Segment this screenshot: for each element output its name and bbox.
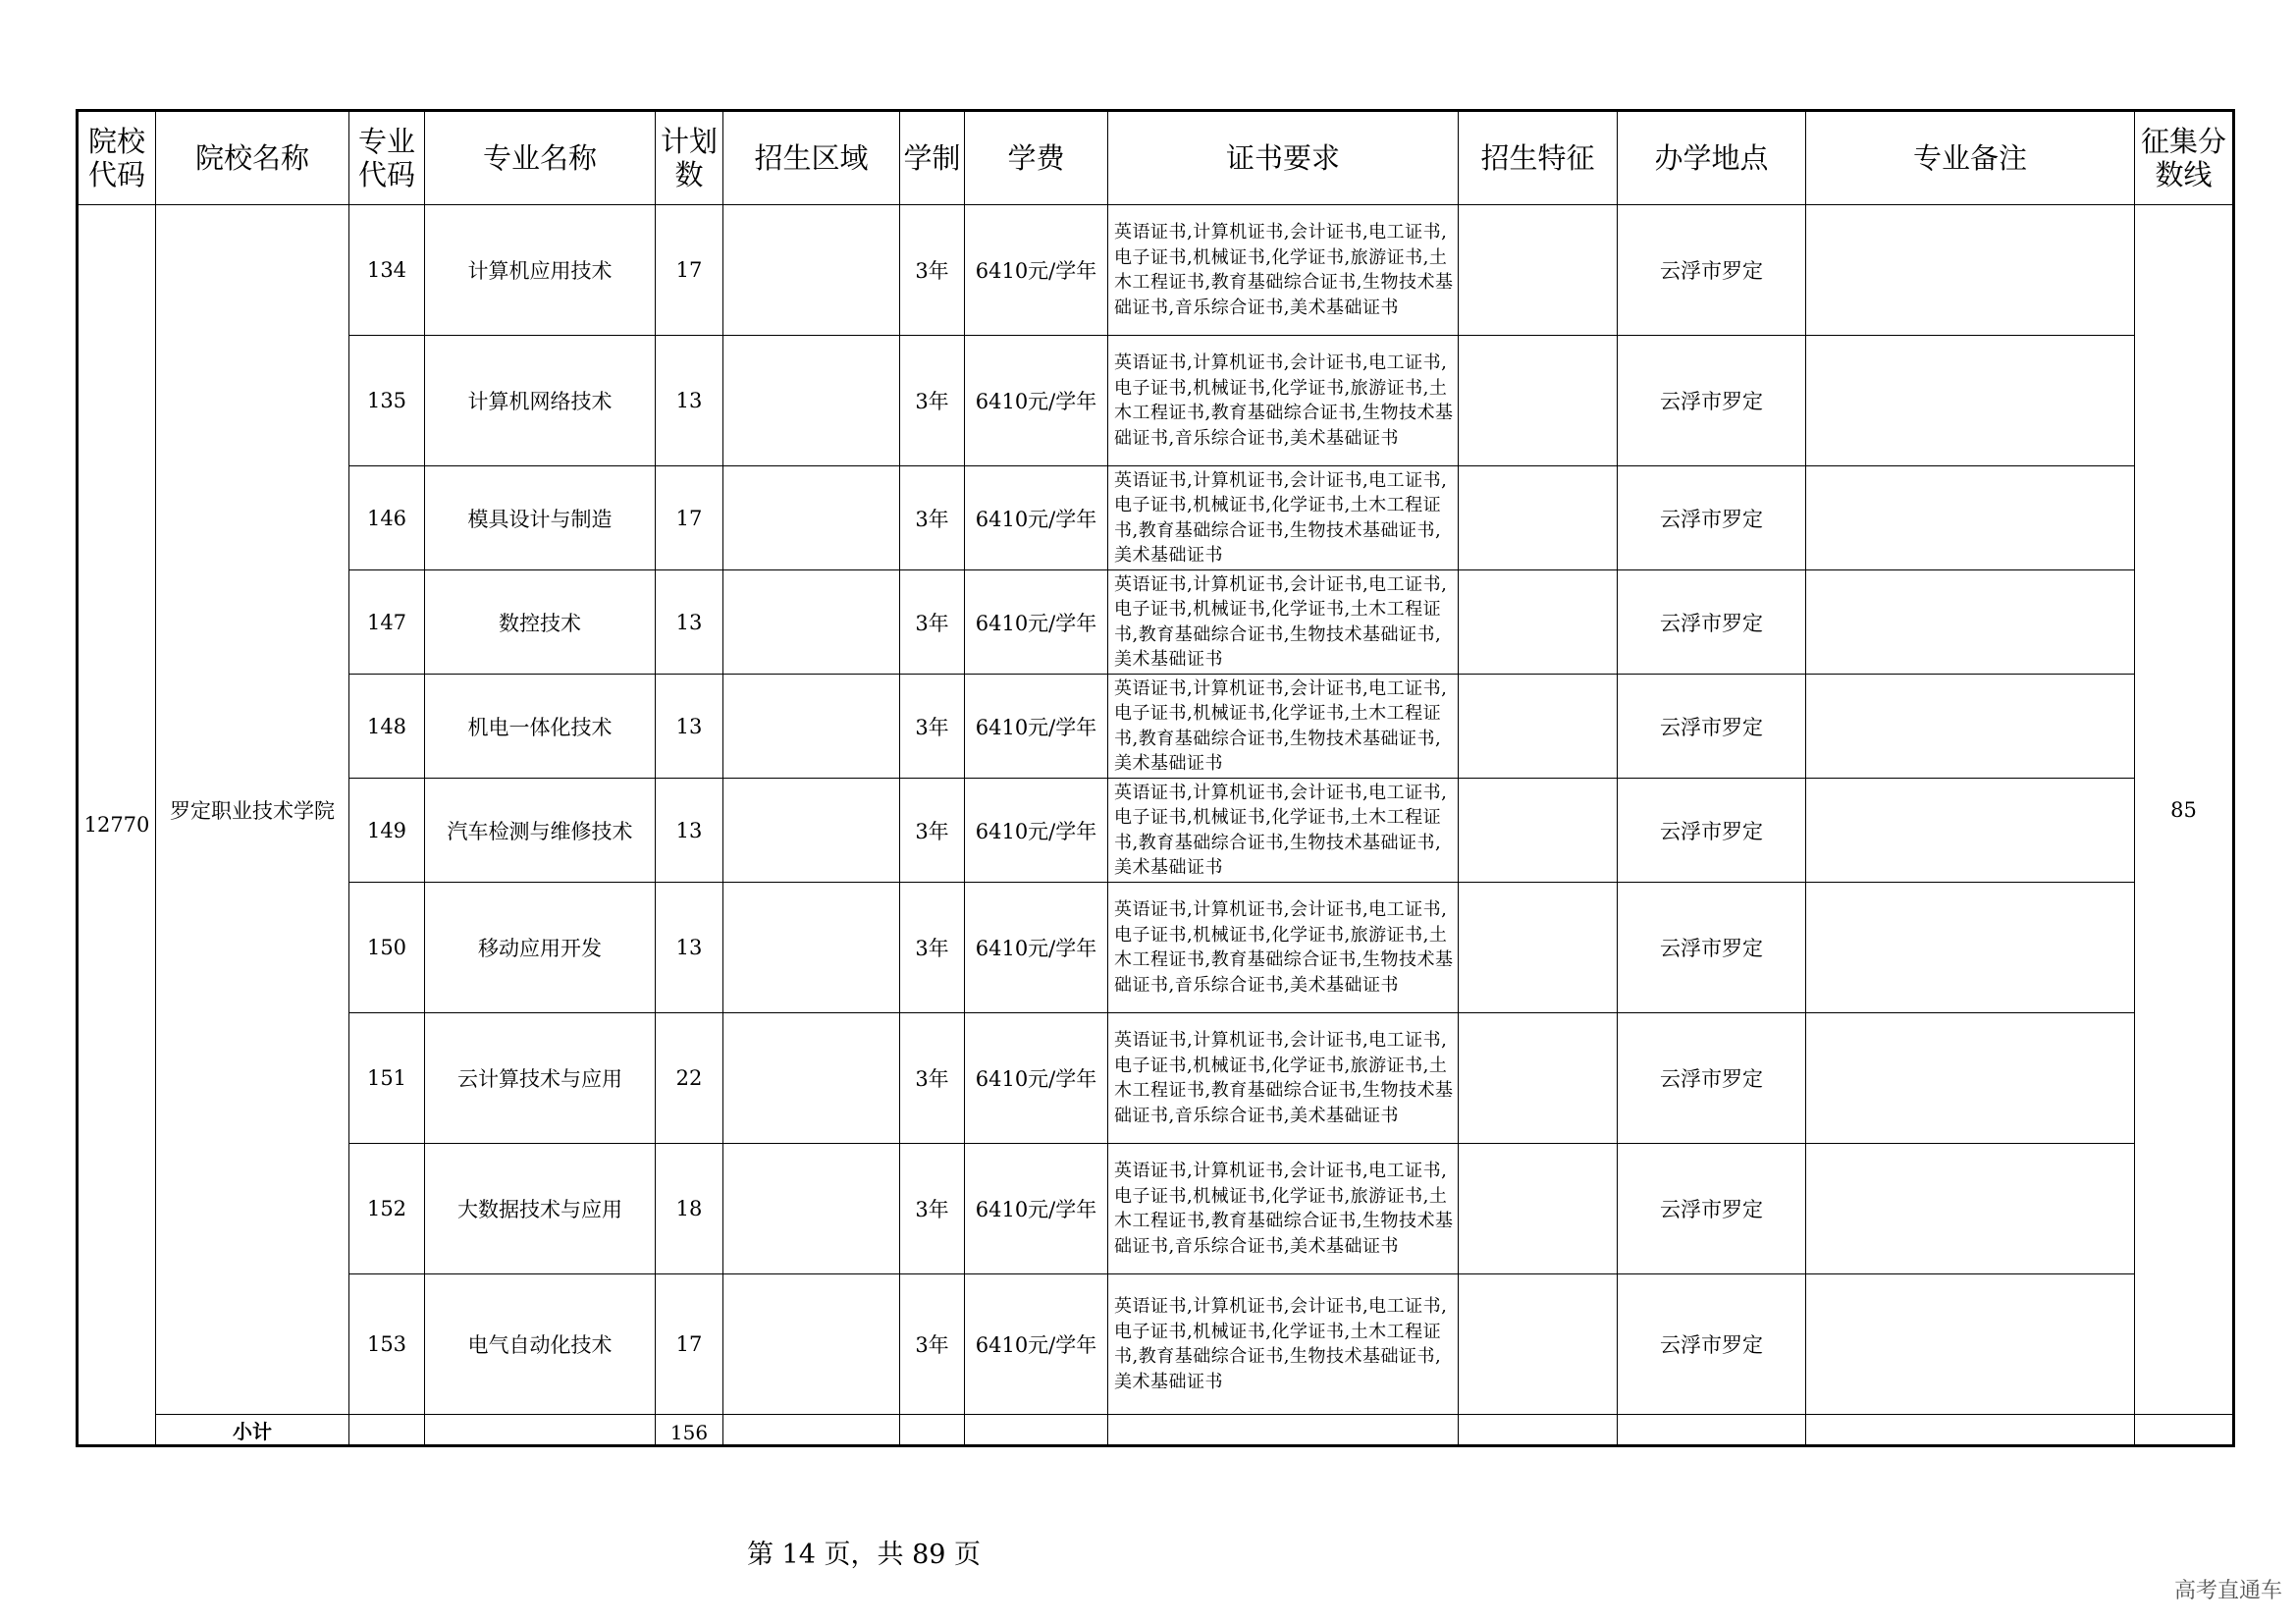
admission-table-container (76, 109, 2235, 1447)
feature-cell (1459, 570, 1618, 675)
duration-cell: 3年 (900, 336, 965, 466)
remark-cell (1806, 570, 2135, 675)
plan-cell: 13 (656, 570, 723, 675)
duration-cell: 3年 (900, 466, 965, 570)
plan-cell: 17 (656, 466, 723, 570)
feature-cell (1459, 779, 1618, 883)
header-row (78, 111, 2234, 205)
location-cell: 云浮市罗定 (1618, 1144, 1806, 1274)
major-code-cell: 151 (349, 1013, 425, 1144)
header-score: 征集分数线 (2135, 111, 2234, 205)
region-cell (723, 883, 900, 1013)
cert-cell: 英语证书,计算机证书,会计证书,电工证书,电子证书,机械证书,化学证书,旅游证书,土木工程证书,教育基础综合证书,生物技术基础证书,音乐综合证书,美术基础证书 (1108, 883, 1459, 1013)
region-cell (723, 570, 900, 675)
header-cert: 证书要求 (1108, 111, 1459, 205)
plan-cell: 17 (656, 205, 723, 336)
major-name-cell: 云计算技术与应用 (425, 1013, 656, 1144)
plan-cell: 18 (656, 1144, 723, 1274)
region-cell (723, 336, 900, 466)
major-code-cell: 147 (349, 570, 425, 675)
remark-cell (1806, 1274, 2135, 1415)
cert-cell: 英语证书,计算机证书,会计证书,电工证书,电子证书,机械证书,化学证书,土木工程证书,教育基础综合证书,生物技术基础证书,美术基础证书 (1108, 570, 1459, 675)
feature-cell (1459, 1274, 1618, 1415)
tuition-cell: 6410元/学年 (965, 336, 1108, 466)
remark-cell (1806, 779, 2135, 883)
location-cell: 云浮市罗定 (1618, 883, 1806, 1013)
feature-cell (1459, 883, 1618, 1013)
subtotal-empty-cell (1459, 1415, 1618, 1446)
cert-cell: 英语证书,计算机证书,会计证书,电工证书,电子证书,机械证书,化学证书,旅游证书,土木工程证书,教育基础综合证书,生物技术基础证书,音乐综合证书,美术基础证书 (1108, 1013, 1459, 1144)
subtotal-empty-cell (2135, 1415, 2234, 1446)
table-row (78, 1013, 2234, 1144)
region-cell (723, 205, 900, 336)
subtotal-empty-cell (965, 1415, 1108, 1446)
cert-cell: 英语证书,计算机证书,会计证书,电工证书,电子证书,机械证书,化学证书,土木工程证书,教育基础综合证书,生物技术基础证书,美术基础证书 (1108, 675, 1459, 779)
feature-cell (1459, 205, 1618, 336)
region-cell (723, 1144, 900, 1274)
major-code-cell: 134 (349, 205, 425, 336)
major-name-cell: 机电一体化技术 (425, 675, 656, 779)
table-row (78, 675, 2234, 779)
cert-cell: 英语证书,计算机证书,会计证书,电工证书,电子证书,机械证书,化学证书,土木工程证书,教育基础综合证书,生物技术基础证书,美术基础证书 (1108, 779, 1459, 883)
plan-cell: 13 (656, 883, 723, 1013)
cert-cell: 英语证书,计算机证书,会计证书,电工证书,电子证书,机械证书,化学证书,旅游证书,土木工程证书,教育基础综合证书,生物技术基础证书,音乐综合证书,美术基础证书 (1108, 1144, 1459, 1274)
tuition-cell: 6410元/学年 (965, 1013, 1108, 1144)
table-row (78, 1274, 2234, 1415)
region-cell (723, 1274, 900, 1415)
tuition-cell: 6410元/学年 (965, 466, 1108, 570)
location-cell: 云浮市罗定 (1618, 779, 1806, 883)
header-duration: 学制 (900, 111, 965, 205)
table-row (78, 466, 2234, 570)
duration-cell: 3年 (900, 570, 965, 675)
major-code-cell: 148 (349, 675, 425, 779)
major-name-cell: 计算机网络技术 (425, 336, 656, 466)
table-row (78, 883, 2234, 1013)
cert-cell: 英语证书,计算机证书,会计证书,电工证书,电子证书,机械证书,化学证书,旅游证书,土木工程证书,教育基础综合证书,生物技术基础证书,音乐综合证书,美术基础证书 (1108, 336, 1459, 466)
table-row (78, 570, 2234, 675)
plan-cell: 22 (656, 1013, 723, 1144)
region-cell (723, 779, 900, 883)
tuition-cell: 6410元/学年 (965, 570, 1108, 675)
header-feature: 招生特征 (1459, 111, 1618, 205)
remark-cell (1806, 1013, 2135, 1144)
subtotal-empty-cell (1108, 1415, 1459, 1446)
duration-cell: 3年 (900, 205, 965, 336)
feature-cell (1459, 675, 1618, 779)
major-name-cell: 计算机应用技术 (425, 205, 656, 336)
major-code-cell: 150 (349, 883, 425, 1013)
cert-cell: 英语证书,计算机证书,会计证书,电工证书,电子证书,机械证书,化学证书,土木工程证书,教育基础综合证书,生物技术基础证书,美术基础证书 (1108, 466, 1459, 570)
table-row (78, 1144, 2234, 1274)
header-school-code: 院校代码 (78, 111, 156, 205)
remark-cell (1806, 1144, 2135, 1274)
cert-cell: 英语证书,计算机证书,会计证书,电工证书,电子证书,机械证书,化学证书,土木工程证书,教育基础综合证书,生物技术基础证书,美术基础证书 (1108, 1274, 1459, 1415)
feature-cell (1459, 466, 1618, 570)
tuition-cell: 6410元/学年 (965, 1274, 1108, 1415)
location-cell: 云浮市罗定 (1618, 466, 1806, 570)
region-cell (723, 1013, 900, 1144)
duration-cell: 3年 (900, 1144, 965, 1274)
region-cell (723, 675, 900, 779)
page-footer: 第 14 页，共 89 页 (746, 1540, 982, 1570)
major-code-cell: 149 (349, 779, 425, 883)
admission-table (76, 109, 2235, 1447)
remark-cell (1806, 205, 2135, 336)
subtotal-empty-cell (1806, 1415, 2135, 1446)
subtotal-row (78, 1415, 2234, 1446)
duration-cell: 3年 (900, 1013, 965, 1144)
subtotal-empty-cell (349, 1415, 425, 1446)
table-row (78, 336, 2234, 466)
tuition-cell: 6410元/学年 (965, 1144, 1108, 1274)
plan-cell: 13 (656, 675, 723, 779)
subtotal-label: 小计 (156, 1415, 349, 1446)
score-cell: 85 (2135, 205, 2234, 1415)
subtotal-plan: 156 (656, 1415, 723, 1446)
header-school-name: 院校名称 (156, 111, 349, 205)
tuition-cell: 6410元/学年 (965, 675, 1108, 779)
header-plan: 计划数 (656, 111, 723, 205)
major-code-cell: 152 (349, 1144, 425, 1274)
subtotal-empty-cell (1618, 1415, 1806, 1446)
subtotal-empty-cell (723, 1415, 900, 1446)
subtotal-empty-cell (900, 1415, 965, 1446)
cert-cell: 英语证书,计算机证书,会计证书,电工证书,电子证书,机械证书,化学证书,旅游证书,土木工程证书,教育基础综合证书,生物技术基础证书,音乐综合证书,美术基础证书 (1108, 205, 1459, 336)
major-name-cell: 大数据技术与应用 (425, 1144, 656, 1274)
major-name-cell: 模具设计与制造 (425, 466, 656, 570)
feature-cell (1459, 1013, 1618, 1144)
subtotal-empty-cell (425, 1415, 656, 1446)
header-major-code: 专业代码 (349, 111, 425, 205)
tuition-cell: 6410元/学年 (965, 205, 1108, 336)
feature-cell (1459, 336, 1618, 466)
table-row (78, 205, 2234, 336)
tuition-cell: 6410元/学年 (965, 883, 1108, 1013)
table-row (78, 779, 2234, 883)
duration-cell: 3年 (900, 779, 965, 883)
remark-cell (1806, 336, 2135, 466)
duration-cell: 3年 (900, 1274, 965, 1415)
location-cell: 云浮市罗定 (1618, 570, 1806, 675)
plan-cell: 17 (656, 1274, 723, 1415)
location-cell: 云浮市罗定 (1618, 675, 1806, 779)
location-cell: 云浮市罗定 (1618, 1013, 1806, 1144)
header-major-name: 专业名称 (425, 111, 656, 205)
major-name-cell: 汽车检测与维修技术 (425, 779, 656, 883)
major-code-cell: 153 (349, 1274, 425, 1415)
school-name-cell: 罗定职业技术学院 (156, 205, 349, 1415)
remark-cell (1806, 883, 2135, 1013)
school-code-cell: 12770 (78, 205, 156, 1446)
feature-cell (1459, 1144, 1618, 1274)
remark-cell (1806, 675, 2135, 779)
duration-cell: 3年 (900, 675, 965, 779)
plan-cell: 13 (656, 779, 723, 883)
header-tuition: 学费 (965, 111, 1108, 205)
tuition-cell: 6410元/学年 (965, 779, 1108, 883)
remark-cell (1806, 466, 2135, 570)
major-code-cell: 135 (349, 336, 425, 466)
plan-cell: 13 (656, 336, 723, 466)
location-cell: 云浮市罗定 (1618, 1274, 1806, 1415)
header-location: 办学地点 (1618, 111, 1806, 205)
major-name-cell: 数控技术 (425, 570, 656, 675)
location-cell: 云浮市罗定 (1618, 336, 1806, 466)
major-name-cell: 电气自动化技术 (425, 1274, 656, 1415)
major-code-cell: 146 (349, 466, 425, 570)
major-name-cell: 移动应用开发 (425, 883, 656, 1013)
watermark: 高考直通车 (2173, 1579, 2282, 1603)
header-remark: 专业备注 (1806, 111, 2135, 205)
location-cell: 云浮市罗定 (1618, 205, 1806, 336)
duration-cell: 3年 (900, 883, 965, 1013)
region-cell (723, 466, 900, 570)
header-region: 招生区域 (723, 111, 900, 205)
